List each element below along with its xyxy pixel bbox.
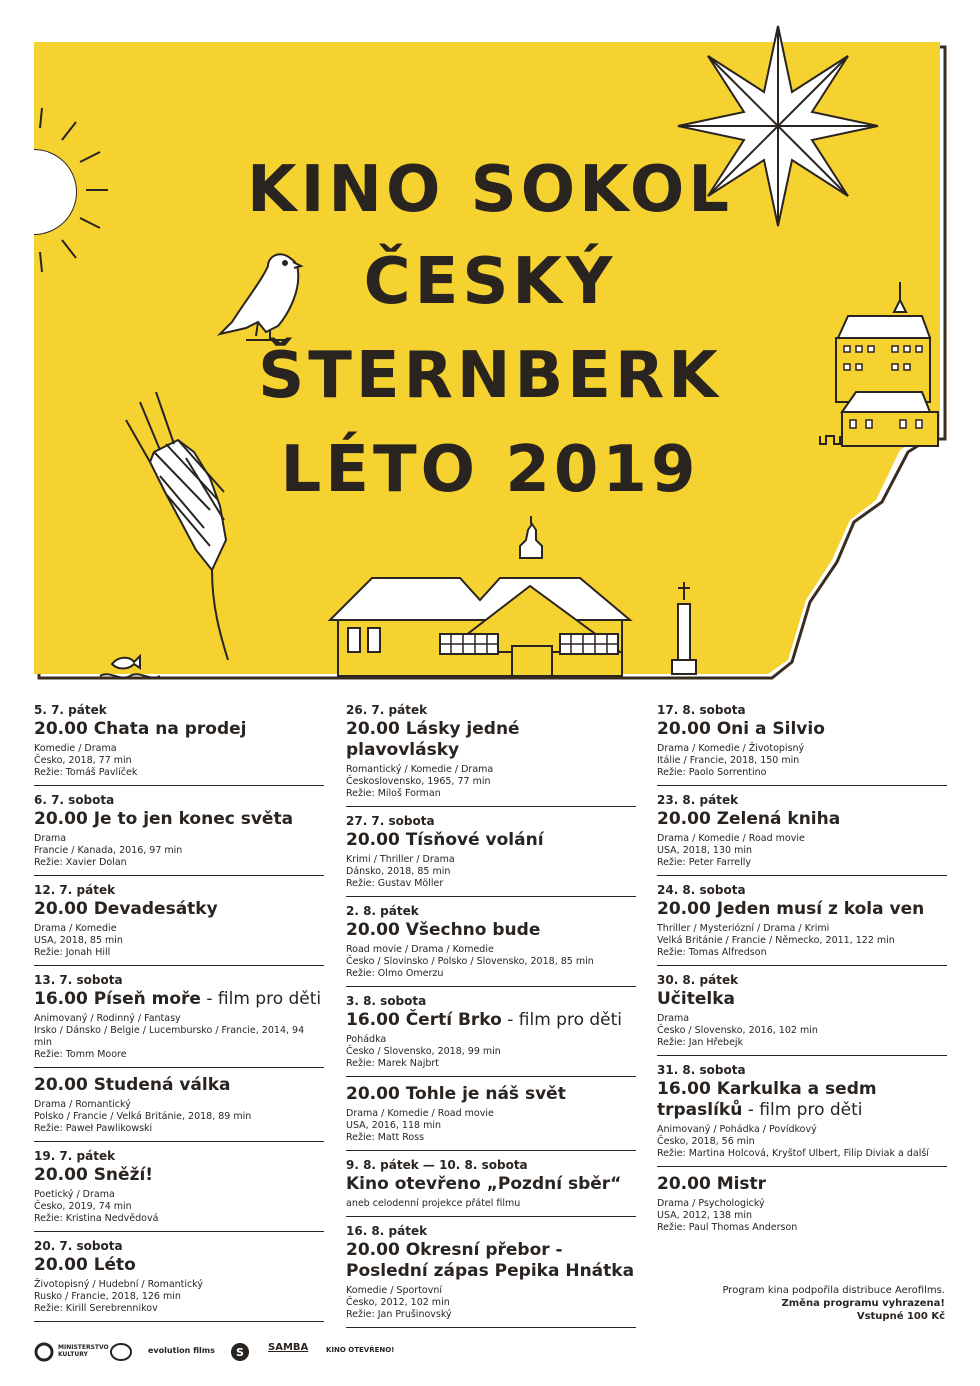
event-title: [346, 1010, 636, 1031]
event-title: [346, 1084, 636, 1105]
event-title-text: 20.00 Oni a Silvio: [657, 719, 825, 739]
event-meta-line: Česko, 2018, 77 min: [34, 755, 132, 766]
event-title: [657, 899, 947, 920]
event-date: 6. 7. sobota: [34, 793, 115, 807]
event-title: [657, 719, 947, 740]
event-title-text: 16.00 Čertí Brko: [346, 1010, 502, 1030]
event-meta-line: Režie: Kirill Serebrennikov: [34, 1303, 158, 1314]
footer-change-notice: Změna programu vyhrazena!: [781, 1298, 945, 1309]
event-meta-line: Francie / Kanada, 2016, 97 min: [34, 845, 183, 856]
event-meta-line: USA, 2018, 85 min: [34, 935, 123, 946]
event-date: 5. 7. pátek: [34, 703, 107, 717]
event-date: 31. 8. sobota: [657, 1063, 746, 1077]
evolution-films-logo: evolution films: [148, 1346, 215, 1355]
program-event: [34, 1149, 324, 1232]
event-title: [346, 1174, 636, 1195]
event-meta-line: USA, 2016, 118 min: [346, 1120, 441, 1131]
program-event: [34, 1075, 324, 1142]
event-date: 30. 8. pátek: [657, 973, 739, 987]
program-event: [657, 793, 947, 876]
event-meta-line: Itálie / Francie, 2018, 150 min: [657, 755, 800, 766]
event-meta-line: Režie: Martina Holcová, Kryštof Ulbert, Filip Diviak a další: [657, 1148, 929, 1159]
event-meta-line: Velká Británie / Francie / Německo, 2011, 122 min: [657, 935, 895, 946]
program-event: [346, 703, 636, 807]
footer-note: [657, 1284, 945, 1323]
event-meta-line: Režie: Peter Farrelly: [657, 857, 752, 868]
program-event: [34, 883, 324, 966]
event-title-text: Kino otevřeno „Pozdní sběr“: [346, 1174, 622, 1194]
program-event: [657, 703, 947, 786]
svg-text:S: S: [236, 1346, 244, 1359]
event-title-text: 20.00 Tísňové volání: [346, 830, 544, 850]
event-meta-line: Irsko / Dánsko / Belgie / Lucembursko / Francie, 2014, 94 min: [34, 1025, 305, 1048]
event-meta-line: Drama / Komedie / Road movie: [657, 833, 805, 844]
event-meta-line: Thriller / Mysteriózní / Drama / Krimi: [657, 923, 830, 934]
program-column-3: [657, 703, 947, 1247]
event-meta-line: Česko, 2019, 74 min: [34, 1201, 132, 1212]
event-meta-line: Drama: [34, 833, 67, 844]
event-title-text: 20.00 Jeden musí z kola ven: [657, 899, 925, 919]
event-meta-line: Poetický / Drama: [34, 1189, 115, 1200]
program-column-1: [34, 703, 324, 1329]
event-meta-line: Režie: Jan Prušinovský: [346, 1309, 452, 1320]
event-meta-line: Pohádka: [346, 1034, 387, 1045]
event-meta-line: Režie: Miloš Forman: [346, 788, 441, 799]
event-meta-line: USA, 2012, 138 min: [657, 1210, 752, 1221]
event-date: 3. 8. sobota: [346, 994, 427, 1008]
event-title: [657, 989, 947, 1010]
event-meta-line: Režie: Paolo Sorrentino: [657, 767, 767, 778]
event-title-text: 20.00 Léto: [34, 1255, 136, 1275]
event-title-text: 20.00 Studená válka: [34, 1075, 231, 1095]
event-date: 2. 8. pátek: [346, 904, 419, 918]
event-meta-line: Drama / Psychologický: [657, 1198, 765, 1209]
event-meta-line: Romantický / Komedie / Drama: [346, 764, 494, 775]
event-title-text: 20.00 Chata na prodej: [34, 719, 247, 739]
event-meta-line: Animovaný / Rodinný / Fantasy: [34, 1013, 181, 1024]
event-title: [34, 1165, 324, 1186]
event-title-text: Učitelka: [657, 989, 735, 1009]
event-meta-line: Režie: Xavier Dolan: [34, 857, 127, 868]
event-meta-line: Režie: Jonah Hill: [34, 947, 111, 958]
event-meta-line: Režie: Tomáš Pavlíček: [34, 767, 138, 778]
event-date: 19. 7. pátek: [34, 1149, 116, 1163]
program-event: [657, 883, 947, 966]
event-title: [34, 989, 324, 1010]
program-event: [34, 973, 324, 1068]
event-meta-line: Česko, 2018, 56 min: [657, 1136, 755, 1147]
event-title: [346, 920, 636, 941]
event-title: [657, 1174, 947, 1195]
program-event: [657, 1063, 947, 1167]
event-note: - film pro děti: [742, 1100, 863, 1120]
title-line-1: KINO SOKOL: [246, 153, 734, 227]
event-title-text: 16.00 Karkulka a sedm trpaslíků: [657, 1079, 877, 1120]
event-title: [34, 899, 324, 920]
event-meta-line: Polsko / Francie / Velká Británie, 2018, 89 min: [34, 1111, 252, 1122]
event-date: 12. 7. pátek: [34, 883, 116, 897]
event-meta-line: Režie: Paul Thomas Anderson: [657, 1222, 798, 1233]
event-meta-line: Krimi / Thriller / Drama: [346, 854, 455, 865]
event-meta-line: Česko / Slovensko, 2016, 102 min: [657, 1025, 818, 1036]
program-column-2: [346, 703, 636, 1335]
event-title: [34, 809, 324, 830]
program-event: [346, 994, 636, 1077]
event-date: 16. 8. pátek: [346, 1224, 428, 1238]
event-title-text: 20.00 Tohle je náš svět: [346, 1084, 566, 1104]
title-line-2: ČESKÝ: [363, 245, 617, 319]
event-meta-line: Režie: Paweł Pawlikowski: [34, 1123, 153, 1134]
event-title-text: 20.00 Sněží!: [34, 1165, 154, 1185]
event-title-text: 20.00 Zelená kniha: [657, 809, 841, 829]
event-note: - film pro děti: [501, 1010, 623, 1030]
event-title-text: 20.00 Všechno bude: [346, 920, 541, 940]
event-meta-line: Česko, 2012, 102 min: [346, 1297, 450, 1308]
event-meta-line: Česko / Slovinsko / Polsko / Slovensko, 2018, 85 min: [346, 956, 594, 967]
event-meta-line: Rusko / Francie, 2018, 126 min: [34, 1291, 181, 1302]
event-title-text: 20.00 Mistr: [657, 1174, 767, 1194]
event-meta-line: aneb celodenní projekce přátel filmu: [346, 1198, 521, 1209]
event-title-text: 20.00 Lásky jedné plavovlásky: [346, 719, 520, 760]
footer-distribution: Program kina podpořila distribuce Aerofilms.: [722, 1285, 945, 1296]
event-date: 20. 7. sobota: [34, 1239, 123, 1253]
event-title-text: 20.00 Je to jen konec světa: [34, 809, 294, 829]
program-event: [346, 1224, 636, 1328]
cinema-logo-icon: [110, 1342, 132, 1362]
event-meta-line: Komedie / Sportovní: [346, 1285, 443, 1296]
event-meta-line: Československo, 1965, 77 min: [346, 776, 491, 787]
program-event: [346, 1084, 636, 1151]
event-meta-line: Režie: Marek Najbrt: [346, 1058, 440, 1069]
event-title: [346, 830, 636, 851]
program-event: [34, 1239, 324, 1322]
program-event: [34, 793, 324, 876]
event-meta-line: Životopisný / Hudební / Romantický: [34, 1279, 204, 1290]
event-meta-line: Komedie / Drama: [34, 743, 117, 754]
event-meta-line: Česko / Slovensko, 2018, 99 min: [346, 1046, 501, 1057]
event-meta-line: Drama / Komedie: [34, 923, 117, 934]
sokol-s-logo-icon: [230, 1342, 250, 1362]
event-meta-line: Režie: Olmo Omerzu: [346, 968, 444, 979]
event-date: 26. 7. pátek: [346, 703, 428, 717]
ministry-logo-icon: [34, 1342, 54, 1362]
event-meta-line: Režie: Tomas Alfredson: [657, 947, 767, 958]
event-meta-line: Režie: Gustav Möller: [346, 878, 444, 889]
program-event: [346, 904, 636, 987]
event-meta-line: Režie: Kristina Nedvědová: [34, 1213, 159, 1224]
event-date: 9. 8. pátek — 10. 8. sobota: [346, 1158, 528, 1172]
event-title: [34, 719, 324, 740]
sponsor-logos: [34, 1342, 434, 1376]
event-meta-line: USA, 2018, 130 min: [657, 845, 752, 856]
event-meta-line: Režie: Jan Hřebejk: [657, 1037, 744, 1048]
title-line-4: LÉTO 2019: [280, 433, 700, 507]
event-date: 24. 8. sobota: [657, 883, 746, 897]
event-meta-line: Drama: [657, 1013, 690, 1024]
program-event: [657, 973, 947, 1056]
program-event: [34, 703, 324, 786]
event-meta-line: Drama / Komedie / Road movie: [346, 1108, 494, 1119]
event-meta-line: Drama / Komedie / Životopisný: [657, 743, 805, 754]
event-title-text: 20.00 Devadesátky: [34, 899, 218, 919]
event-meta-line: Road movie / Drama / Komedie: [346, 944, 494, 955]
event-title: [34, 1255, 324, 1276]
event-meta-line: Režie: Matt Ross: [346, 1132, 425, 1143]
title-line-3: ŠTERNBERK: [258, 339, 722, 413]
event-title: [346, 1240, 636, 1282]
event-date: 27. 7. sobota: [346, 814, 435, 828]
event-title: [657, 809, 947, 830]
event-title: [34, 1075, 324, 1096]
event-date: 13. 7. sobota: [34, 973, 123, 987]
event-date: 17. 8. sobota: [657, 703, 746, 717]
event-date: 23. 8. pátek: [657, 793, 739, 807]
event-meta-line: Animovaný / Pohádka / Povídkový: [657, 1124, 817, 1135]
footer-admission: Vstupné 100 Kč: [856, 1311, 945, 1322]
ministry-logo-text: MINISTERSTVO KULTURY: [58, 1344, 109, 1358]
kino-otevreno-logo: KINO OTEVŘENO!: [326, 1346, 395, 1354]
event-title: [657, 1079, 947, 1121]
event-title: [346, 719, 636, 761]
event-meta-line: Drama / Romantický: [34, 1099, 131, 1110]
event-title-text: 20.00 Okresní přebor - Poslední zápas Pepika Hnátka: [346, 1240, 635, 1281]
program-event: [657, 1174, 947, 1240]
event-meta-line: Dánsko, 2018, 85 min: [346, 866, 451, 877]
event-meta-line: Režie: Tomm Moore: [34, 1049, 127, 1060]
program-event: [346, 1158, 636, 1217]
samba-logo: SAMBA: [268, 1342, 309, 1353]
event-note: - film pro děti: [200, 989, 322, 1009]
event-title-text: 16.00 Píseň moře: [34, 989, 201, 1009]
program-event: [346, 814, 636, 897]
